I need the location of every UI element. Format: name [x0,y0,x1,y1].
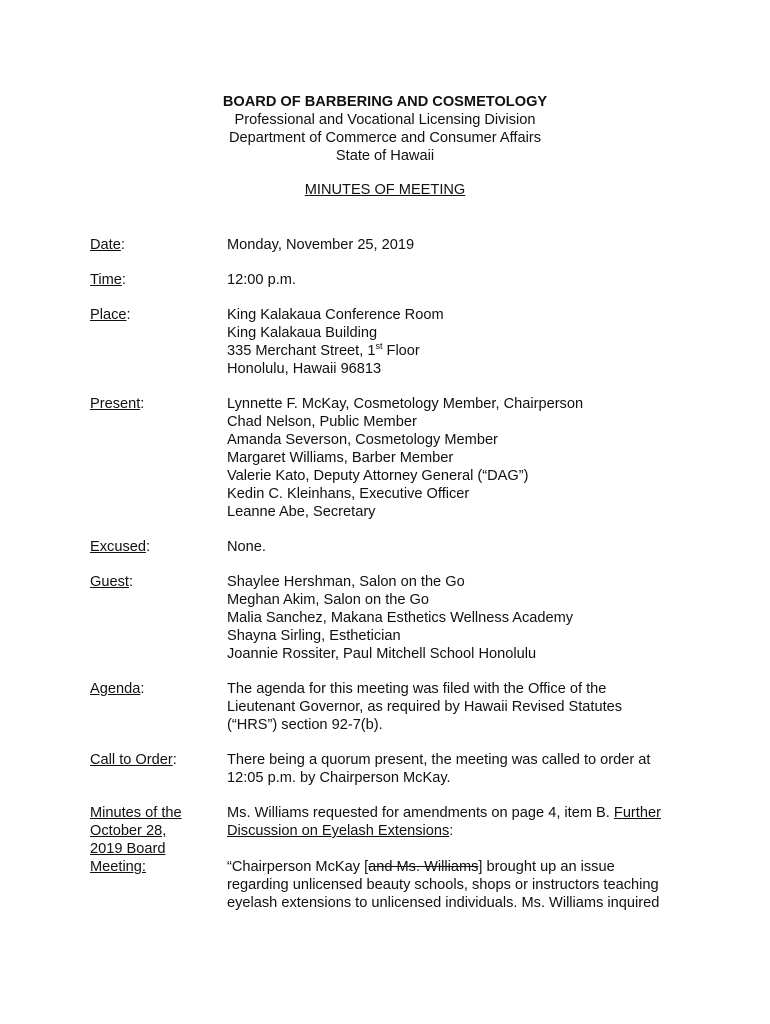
agenda-text: Lieutenant Governor, as required by Hawaii Revised Statutes [227,699,623,715]
attendee: Chad Nelson, Public Member [227,414,417,430]
excused-label: Excused [90,539,146,555]
attendee: Amanda Severson, Cosmetology Member [227,432,498,448]
date-value: Monday, November 25, 2019 [227,237,415,253]
division-line: Professional and Vocational Licensing Division [234,112,536,128]
place-line: King Kalakaua Building [227,325,378,341]
previous-minutes-label: Minutes of the [90,805,182,821]
call-to-order-label: Call to Order [90,752,173,768]
minutes-heading: MINUTES OF MEETING [304,182,466,198]
amendment-request: Ms. Williams requested for amendments on page 4, item B. Further Discussion on Eyelash Extensions: [227,805,661,839]
attendee: Kedin C. Kleinhans, Executive Officer [227,486,470,502]
place-line: King Kalakaua Conference Room [227,307,444,323]
guest-name: Shaylee Hershman, Salon on the Go [227,574,465,590]
attendee: Leanne Abe, Secretary [227,504,376,520]
quote-line: eyelash extensions to unlicensed individuals. Ms. Williams inquired [227,895,660,911]
time-value: 12:00 p.m. [227,272,296,288]
document-header [0,93,770,199]
agenda-text: The agenda for this meeting was filed with the Office of the [227,681,607,697]
guest-entry: Guest: Shaylee Hershman, Salon on the Go Meghan Akim, Salon on the Go Malia Sanchez, Makana Esthetics Wellness Academy Shayna Sirling, Esthetician Joannie Rossiter, Paul Mitchell School Honolulu [90,573,690,663]
agenda-text: (“HRS”) section 92-7(b). [227,717,383,733]
attendee: Margaret Williams, Barber Member [227,450,454,466]
previous-minutes-entry [90,804,690,930]
date-label: Date [90,237,121,253]
previous-minutes-label: Meeting: [90,859,146,875]
amended-quote: “Chairperson McKay [and Ms. Williams] brought up an issue regarding unlicensed beauty schools, shops or instructors teaching eyelash extensions to unlicensed individuals. Ms. Williams inquired [227,858,690,912]
previous-minutes-label: 2019 Board [90,841,166,857]
department-line: Department of Commerce and Consumer Affairs [228,130,541,146]
attendee: Valerie Kato, Deputy Attorney General (“DAG”) [227,468,529,484]
guest-label: Guest [90,574,129,590]
agenda-label: Agenda [90,681,141,697]
guest-name: Shayna Sirling, Esthetician [227,628,401,644]
guest-name: Meghan Akim, Salon on the Go [227,592,430,608]
discussion-underlined: Discussion on Eyelash Extensions [227,823,450,839]
present-label: Present [90,396,141,412]
call-to-order-text: There being a quorum present, the meeting was called to order at [227,752,651,768]
state-line: State of Hawaii [335,148,435,164]
date-entry: Date: Monday, November 25, 2019 [90,236,690,254]
place-line: Honolulu, Hawaii 96813 [227,361,382,377]
time-label: Time [90,272,122,288]
quote-line: regarding unlicensed beauty schools, shops or instructors teaching [227,877,659,893]
call-to-order-text: 12:05 p.m. by Chairperson McKay. [227,770,451,786]
place-entry: Place: King Kalakaua Conference Room King Kalakaua Building 335 Merchant Street, 1st Floor Honolulu, Hawaii 96813 [90,306,690,378]
agenda-entry: Agenda: The agenda for this meeting was filed with the Office of the Lieutenant Governor, as required by Hawaii Revised Statutes (“HRS”) section 92-7(b). [90,680,690,734]
board-title: BOARD OF BARBERING AND COSMETOLOGY [222,94,548,110]
further-underlined: Further [613,805,661,821]
previous-minutes-label: October 28, [90,823,167,839]
time-entry: Time: 12:00 p.m. [90,271,690,289]
place-line: 335 Merchant Street, 1st Floor [227,341,420,359]
excused-value: None. [227,539,266,555]
attendee: Lynnette F. McKay, Cosmetology Member, Chairperson [227,396,584,412]
minutes-entries [90,236,690,947]
ordinal-suffix: st [375,341,383,352]
present-entry: Present: Lynnette F. McKay, Cosmetology Member, Chairperson Chad Nelson, Public Member Amanda Severson, Cosmetology Member Margaret Williams, Barber Member Valerie Kato, Deputy Attorney General (“DAG”) Kedin C. Kleinhans, Executive Officer Leanne Abe, Secretary [90,395,690,521]
call-to-order-entry: Call to Order: There being a quorum present, the meeting was called to order at 12:05 p.m. by Chairperson McKay. [90,751,690,787]
excused-entry: Excused: None. [90,538,690,556]
place-label: Place [90,307,127,323]
guest-name: Malia Sanchez, Makana Esthetics Wellness Academy [227,610,574,626]
guest-name: Joannie Rossiter, Paul Mitchell School Honolulu [227,646,537,662]
struck-text: and Ms. Williams [368,859,479,875]
